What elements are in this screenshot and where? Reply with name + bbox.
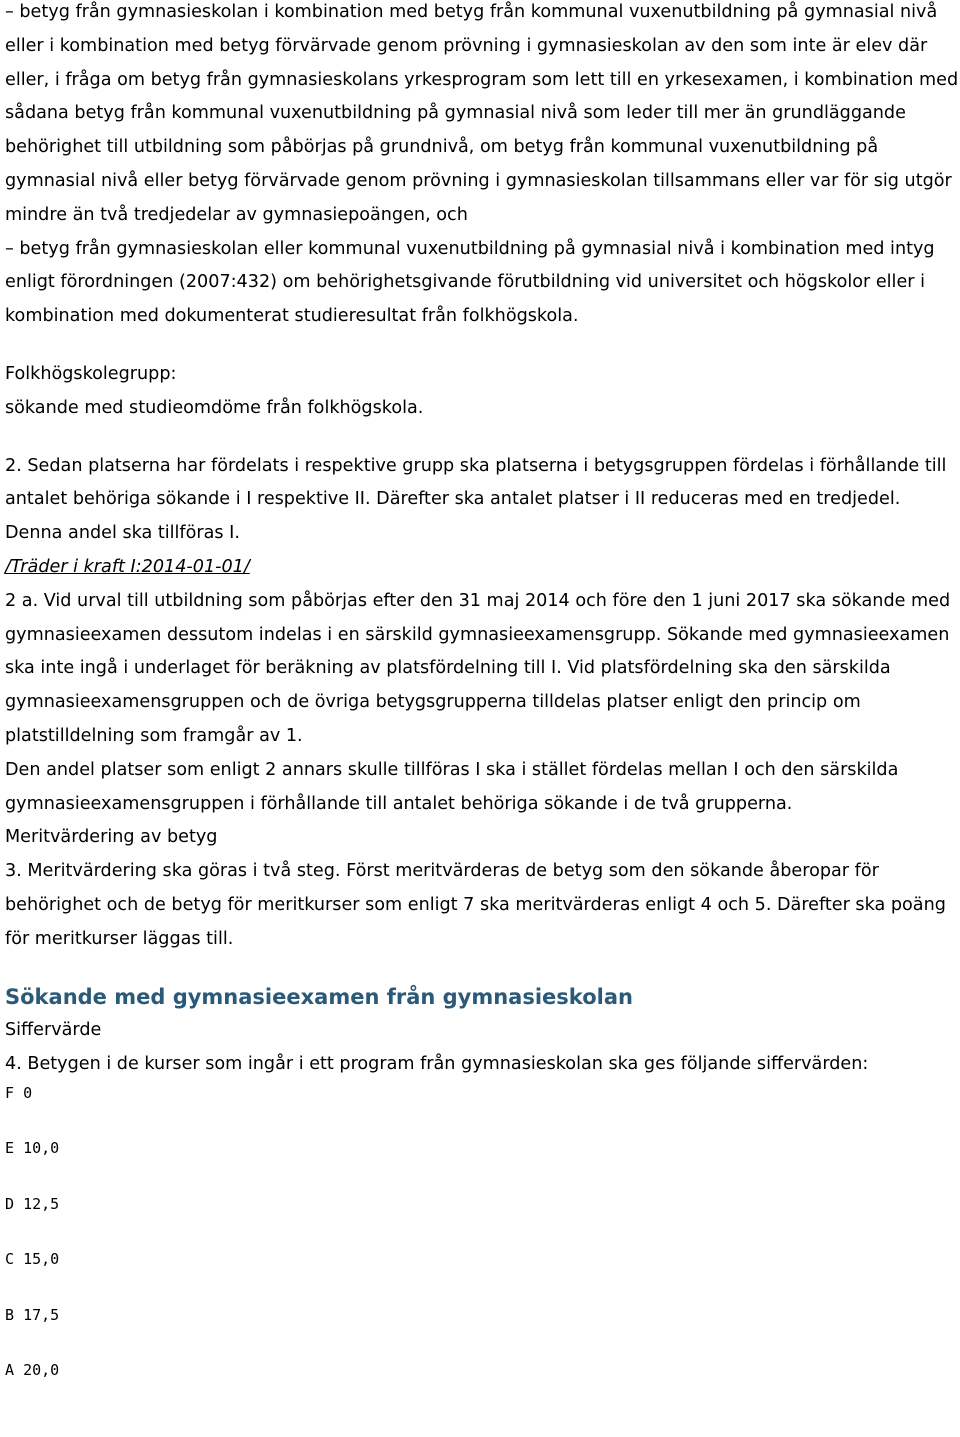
grade-value: 12,5 — [23, 1194, 60, 1213]
grade-value-list — [5, 1082, 960, 1415]
grade-letter: D — [5, 1194, 15, 1213]
section-2-text: 2. Sedan platserna har fördelats i respektive grupp ska platserna i betygsgruppen fördelas i förhållande till antalet behöriga sökande i I respektive II. Därefter ska antalet platser i II reduceras med en tredjedel. Denna andel ska tillföras I. — [5, 455, 947, 544]
merit-title: Meritvärdering av betyg — [5, 827, 218, 848]
grade-row-f — [5, 1082, 960, 1138]
section-2a-text: 2 a. Vid urval till utbildning som påbörjas efter den 31 maj 2014 och före den 1 juni 2017 ska sökande med gymnasieexamen dessutom indelas i en särskild gymnasieexamensgrupp. Sökande med gymnasieexamen ska inte ingå i underlaget för beräkning av platsfördelning till I. Vid platsfördelning ska den särskilda gymnasieexamensgruppen och de övriga betygsgrupperna tilldelas platser enligt den princip om platstilldelning som framgår av 1. — [5, 590, 951, 746]
grade-value: 20,0 — [23, 1361, 60, 1380]
grade-value: 0 — [23, 1083, 33, 1102]
grade-row-b — [5, 1304, 960, 1360]
subheading: Siffervärde — [5, 1020, 102, 1041]
grade-letter: A — [5, 1361, 15, 1380]
section-2a-followup: Den andel platser som enligt 2 annars skulle tillföras I ska i stället fördelas mellan I och den särskilda gymnasieexamensgruppen i förhållande till antalet behöriga sökande i de två grupperna. — [5, 759, 899, 814]
grade-letter: F — [5, 1083, 15, 1102]
section-heading: Sökande med gymnasieexamen från gymnasieskolan — [5, 984, 633, 1009]
document-page — [5, 0, 960, 1415]
grade-value: 10,0 — [23, 1139, 60, 1158]
merit-text: 3. Meritvärdering ska göras i två steg. Först meritvärderas de betyg som den sökande åberopar för behörighet och de betyg för meritkurser som enligt 7 ska meritvärderas enligt 4 och 5. Därefter ska poäng för meritkurser läggas till. — [5, 861, 946, 949]
grade-letter: B — [5, 1305, 15, 1324]
intro-paragraph-2: – betyg från gymnasieskolan eller kommunal vuxenutbildning på gymnasial nivå i kombination med intyg enligt förordningen (2007:432) om behörighetsgivande förutbildning vid universitet och högskolor eller i kombination med dokumenterat studieresultat från folkhögskola. — [5, 238, 935, 327]
grade-letter: E — [5, 1139, 15, 1158]
in-force-note: /Träder i kraft I:2014-01-01/ — [5, 556, 250, 577]
folkhogskola-group-label: Folkhögskolegrupp: — [5, 363, 177, 384]
grade-value: 17,5 — [23, 1305, 60, 1324]
grade-letter: C — [5, 1250, 15, 1269]
intro-paragraph-1: – betyg från gymnasieskolan i kombination med betyg från kommunal vuxenutbildning på gymnasial nivå eller i kombination med betyg förvärvade genom prövning i gymnasieskolan av den som inte är elev där eller, i fråga om betyg från gymnasieskolans yrkesprogram som lett till en yrkesexamen, i kombination med sådana betyg från kommunal vuxenutbildning på gymnasial nivå som leder till mer än grundläggande behörighet till utbildning som påbörjas på grundnivå, om betyg från kommunal vuxenutbildning på gymnasial nivå eller betyg förvärvade genom prövning i gymnasieskolan tillsammans eller var för sig utgör mindre än två tredjedelar av gymnasiepoängen, och — [5, 2, 959, 225]
grade-row-e — [5, 1137, 960, 1193]
folkhogskola-group-text: sökande med studieomdöme från folkhögskola. — [5, 397, 424, 418]
grade-value: 15,0 — [23, 1250, 60, 1269]
grade-row-d — [5, 1193, 960, 1249]
grade-row-a — [5, 1359, 960, 1415]
grades-intro-text: 4. Betygen i de kurser som ingår i ett program från gymnasieskolan ska ges följande siffervärden: — [5, 1054, 869, 1075]
grade-row-c — [5, 1248, 960, 1304]
